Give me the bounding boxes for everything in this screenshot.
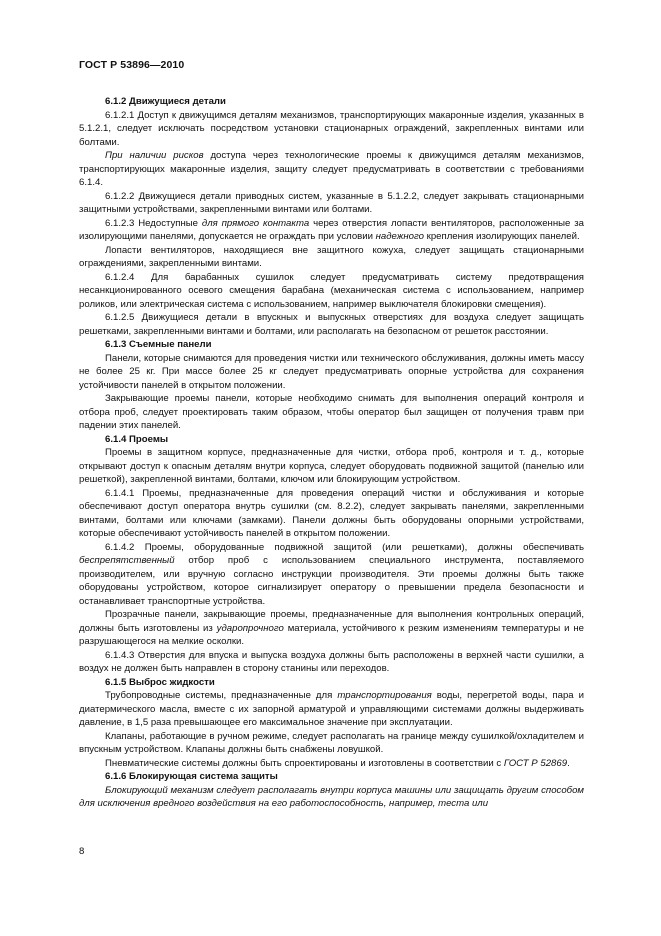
text-run: 6.1.2.5 Движущиеся детали в впускных и выпускных отверстиях для воздуха следует защищать решетками, закрепленными винтами и болтами, или располагать на безопасном от решеток расстоянии.	[79, 312, 584, 337]
section-heading	[79, 95, 584, 109]
text-run: Лопасти вентиляторов, находящиеся вне защитного кожуха, следует защищать стационарными ограждениями, закрепленными винтами.	[79, 244, 584, 269]
italic-text: ГОСТ Р 52869	[503, 757, 568, 769]
italic-text: При наличии рисков	[105, 150, 204, 161]
paragraph	[79, 109, 584, 150]
document-header: ГОСТ Р 53896—2010	[79, 59, 185, 71]
text-run: воды, перегретой воды, пара и диатермического масла, вместе с их запорной арматурой и управляющими системами должны выдерживать давление, в 1,5 раза превышающее его максимальное значение при эксплуатации.	[79, 690, 585, 728]
paragraph	[79, 244, 584, 271]
text-run: 6.1.5 Выброс жидкости	[105, 676, 215, 688]
paragraph	[79, 311, 584, 338]
text-run: 6.1.2.4 Для барабанных сушилок следует предусматривать систему предотвращения несанкционированного осевого смещения барабана (механическая система с использованием, например роликов, или электрическая система с использованием, например выключателя блокировки смещения).	[79, 271, 584, 310]
text-run: 6.1.2.3 Недоступные	[105, 217, 202, 229]
paragraph	[79, 352, 584, 393]
italic-text: для прямого контакта	[201, 217, 310, 229]
text-run: Проемы в защитном корпусе, предназначенные для чистки, отбора проб, контроля и т. д., которые открывают доступ к опасным деталям внутри корпуса, следует оборудовать подвижной защитой (панелью или решеткой), закрепленной винтами, болтами, ключом или блокирующим устройством.	[79, 447, 584, 485]
text-run: Клапаны, работающие в ручном режиме, следует располагать на границе между сушилкой/охладителем и впускным устройством. Клапаны должны быть снабжены ловушкой.	[79, 730, 584, 755]
paragraph	[79, 608, 584, 649]
text-run: материала, устойчивого к резким изменениям температуры и не разрушающегося на мелкие осколки.	[79, 622, 584, 647]
italic-text: беспрепятственный	[79, 555, 175, 566]
paragraph	[79, 757, 584, 771]
text-run: Панели, которые снимаются для проведения чистки или технического обслуживания, должны иметь массу не более 25 кг. При массе более 25 кг следует предусматривать опорные устройства для сохранения устойчивости панелей в открытом положении.	[79, 352, 584, 391]
paragraph	[79, 217, 584, 244]
section-heading	[79, 433, 584, 447]
text-run: 6.1.4.3 Отверстия для впуска и выпуска воздуха должны быть расположены в верхней части сушилки, а воздух не должен быть направлен в сторону станины или переходов.	[79, 649, 584, 674]
text-run: Пневматические системы должны быть спроектированы и изготовлены в соответствии с	[105, 757, 504, 769]
text-run: 6.1.2 Движущиеся детали	[105, 96, 226, 107]
text-run: 6.1.4.1 Проемы, предназначенные для проведения операций чистки и обслуживания и которые обеспечивают доступ оператора внутрь сушилки (см. 8.2.2), следует закрывать панелями, закрепленными винтами, болтами или ключами (замками). Панели должны быть оборудованы опорными устройствами, которые обеспечивают устойчивость панелей в открытом положении.	[79, 487, 584, 539]
text-run: 6.1.2.2 Движущиеся детали приводных систем, указанные в 5.1.2.2, следует закрывать стационарными защитными устройствами, закрепленными винтами или болтами.	[79, 190, 584, 215]
section-heading	[79, 676, 584, 690]
text-run: крепления изолирующих панелей.	[423, 231, 580, 242]
paragraph	[79, 446, 584, 487]
text-run: 6.1.4.2 Проемы, оборудованные подвижной защитой (или решетками), должны обеспечивать	[105, 541, 584, 553]
paragraph	[79, 730, 584, 757]
paragraph	[79, 541, 584, 609]
text-run: 6.1.3 Съемные панели	[105, 339, 212, 350]
paragraph	[79, 689, 584, 730]
section-heading	[79, 770, 584, 784]
paragraph	[79, 392, 584, 433]
text-run: через отверстия лопасти вентиляторов, расположенные за изолирующими панелями, допускается не ограждать при условии	[79, 217, 584, 242]
text-run: 6.1.4 Проемы	[105, 433, 169, 445]
paragraph	[79, 487, 584, 541]
text-run: 6.1.2.1 Доступ к движущимся деталям механизмов, транспортирующих макаронные изделия, указанных в 5.1.2.1, следует исключать посредством установки стационарных ограждений, закрепленных винтами или болтами.	[79, 109, 584, 148]
italic-text: транспортирования	[337, 690, 432, 701]
text-run: отбор проб с использованием специального инструмента, поставляемого производителем, или вручную согласно инструкции производителя. Эти проемы должны быть также оборудованы устройством, которое сигнализирует оператору о превышении предела безопасности и останавливает транспортные устройства.	[79, 555, 584, 607]
text-run: Трубопроводные системы, предназначенные для	[105, 690, 338, 701]
document-body	[79, 95, 584, 811]
text-run: доступа через технологические проемы к движущимся деталям механизмов, транспортирующих макаронные изделия, защиту следует предусматривать в соответствии с требованиями 6.1.4.	[79, 150, 584, 188]
paragraph	[79, 784, 584, 811]
section-heading	[79, 338, 584, 352]
paragraph	[79, 149, 584, 190]
italic-text: ударопрочного	[216, 622, 284, 634]
paragraph	[79, 649, 584, 676]
text-run: 6.1.6 Блокирующая система защиты	[105, 771, 278, 782]
paragraph	[79, 190, 584, 217]
italic-text: Блокирующий механизм следует располагать внутри корпуса машины или защищать другим способом для исключения вредного воздействия на его работоспособность, например, теста или	[79, 784, 584, 809]
paragraph	[79, 271, 584, 312]
text-run: Закрывающие проемы панели, которые необходимо снимать для выполнения операций контроля и отбора проб, следует проектировать таким образом, чтобы оператор был защищен от получения травм при падении этих панелей.	[79, 393, 584, 431]
text-run: Прозрачные панели, закрывающие проемы, предназначенные для выполнения контрольных операций, должны быть изготовлены из	[79, 609, 584, 634]
italic-text: надежного	[375, 231, 424, 242]
page-number: 8	[79, 846, 85, 857]
text-run: .	[567, 757, 570, 769]
